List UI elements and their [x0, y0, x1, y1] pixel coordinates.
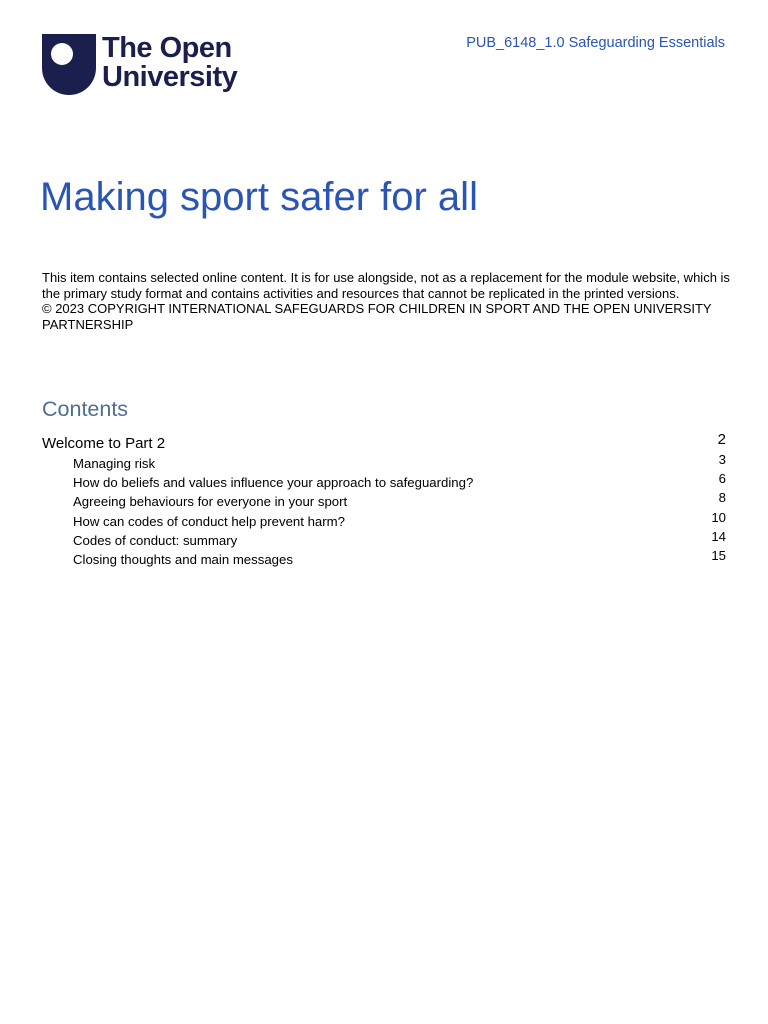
- toc-entry[interactable]: [42, 528, 726, 550]
- copyright-notice: © 2023 COPYRIGHT INTERNATIONAL SAFEGUARDS FOR CHILDREN IN SPORT AND THE OPEN UNIVERSITY PARTNERSHIP: [42, 301, 712, 332]
- toc-entry-label: Welcome to Part 2: [42, 435, 166, 452]
- contents-heading: Contents: [42, 397, 129, 421]
- document-title: Making sport safer for all: [40, 175, 478, 219]
- toc-entry-page: 3: [718, 452, 726, 467]
- intro-section: [42, 270, 732, 332]
- university-shield-icon: [42, 34, 96, 95]
- logo-wordmark: [102, 34, 237, 92]
- toc-entry-label: How can codes of conduct help prevent harm?: [73, 513, 345, 529]
- table-of-contents: [42, 433, 726, 569]
- toc-entry[interactable]: [42, 454, 726, 473]
- logo-line-1: The Open: [102, 32, 232, 64]
- toc-entry-page: 6: [718, 471, 726, 487]
- toc-entry[interactable]: [42, 433, 726, 454]
- publication-reference: PUB_6148_1.0 Safeguarding Essentials: [466, 35, 725, 51]
- open-university-logo: [42, 34, 242, 96]
- toc-entry-page: 15: [711, 547, 726, 563]
- toc-entry-page: 2: [717, 431, 726, 448]
- toc-entry[interactable]: [42, 473, 726, 492]
- toc-entry-label: Codes of conduct: summary: [73, 532, 238, 548]
- toc-entry[interactable]: [42, 492, 726, 511]
- toc-entry-label: Managing risk: [73, 456, 156, 471]
- toc-entry[interactable]: [42, 509, 726, 531]
- toc-entry[interactable]: [42, 547, 726, 569]
- toc-entry-page: 14: [711, 528, 726, 544]
- toc-entry-page: 8: [718, 490, 726, 506]
- toc-entry-page: 10: [711, 509, 726, 525]
- logo-line-2: University: [102, 61, 238, 93]
- intro-paragraph: This item contains selected online content. It is for use alongside, not as a replacement for the module website, which is the primary study format and contains activities and resources that cannot be replicated in the printed versions.: [42, 270, 730, 301]
- toc-entry-label: Closing thoughts and main messages: [73, 551, 293, 567]
- toc-entry-label: How do beliefs and values influence your approach to safeguarding?: [73, 475, 474, 491]
- toc-entry-label: Agreeing behaviours for everyone in your sport: [73, 494, 348, 510]
